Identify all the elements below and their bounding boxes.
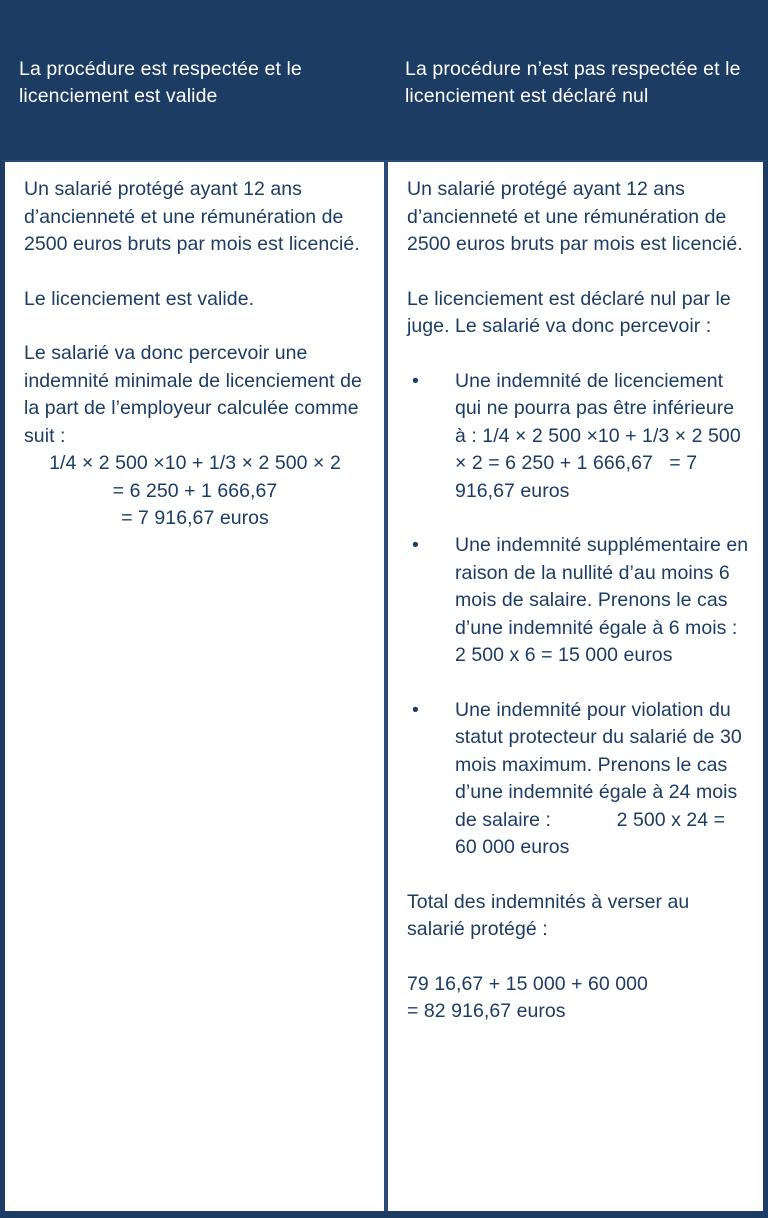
- right-indemnity-list: [407, 368, 754, 862]
- list-item: [407, 697, 749, 862]
- right-paragraph-verdict: Le licenciement est déclaré nul par le juge. Le salarié va donc percevoir :: [407, 287, 731, 337]
- bullet-point-icon: •: [412, 369, 419, 392]
- bullet-point-icon: •: [412, 534, 419, 556]
- right-total-line-2: = 82 916,67 euros: [407, 1000, 566, 1022]
- cell-null-dismissal: [386, 160, 768, 1211]
- list-item: [407, 368, 749, 506]
- left-paragraph-calculation-intro: Le salarié va donc percevoir une indemnité minimale de licenciement de la part de l’employeur calculée comme suit :: [24, 342, 362, 447]
- left-formula-line-2: = 6 250 + 1 666,67: [112, 479, 278, 502]
- cell-valid-dismissal: [0, 160, 386, 1211]
- left-formula-line-3: = 7 916,67 euros: [121, 507, 269, 529]
- column-header-valid-dismissal: La procédure est respectée et le licenciement est valide: [19, 58, 302, 107]
- table-header-row: [0, 0, 768, 160]
- left-formula-block: [24, 450, 366, 533]
- table-body-row: [0, 160, 768, 1218]
- left-paragraph-verdict: Le licenciement est valide.: [24, 287, 255, 310]
- left-paragraph-case: Un salarié protégé ayant 12 ans d’ancienneté et une rémunération de 2500 euros bruts par mois est licencié.: [24, 178, 360, 255]
- bullet-text-protective-status-indemnity: Une indemnité pour violation du statut protecteur du salarié de 30 mois maximum. Prenons le cas d’une indemnité égale à 24 mois de salaire : 2 500 x 24 = 60 000 euros: [455, 698, 748, 858]
- right-total-label: Total des indemnités à verser au salarié protégé :: [407, 890, 690, 940]
- list-item: [407, 532, 754, 670]
- bullet-point-icon: •: [412, 698, 419, 721]
- bullet-text-nullity-indemnity: Une indemnité supplémentaire en raison de la nullité d’au moins 6 mois de salaire. Prenons le cas d’une indemnité égale à 6 mois : 2 500 x 6 = 15 000 euros: [455, 534, 754, 666]
- right-paragraph-case: Un salarié protégé ayant 12 ans d’ancienneté et une rémunération de 2500 euros bruts par mois est licencié.: [407, 178, 743, 255]
- column-header-null-dismissal: La procédure n’est pas respectée et le licenciement est déclaré nul: [405, 58, 741, 107]
- left-formula-line-1: 1/4 × 2 500 ×10 + 1/3 × 2 500 × 2: [49, 452, 341, 474]
- bullet-text-severance-indemnity: Une indemnité de licenciement qui ne pourra pas être inférieure à : 1/4 × 2 500 ×10 + 1/3 × 2 500 × 2 = 6 250 + 1 666,67 = 7 916,67 euros: [455, 369, 747, 502]
- right-total-block: [407, 971, 749, 1026]
- right-total-line-1: 79 16,67 + 15 000 + 60 000: [407, 972, 648, 995]
